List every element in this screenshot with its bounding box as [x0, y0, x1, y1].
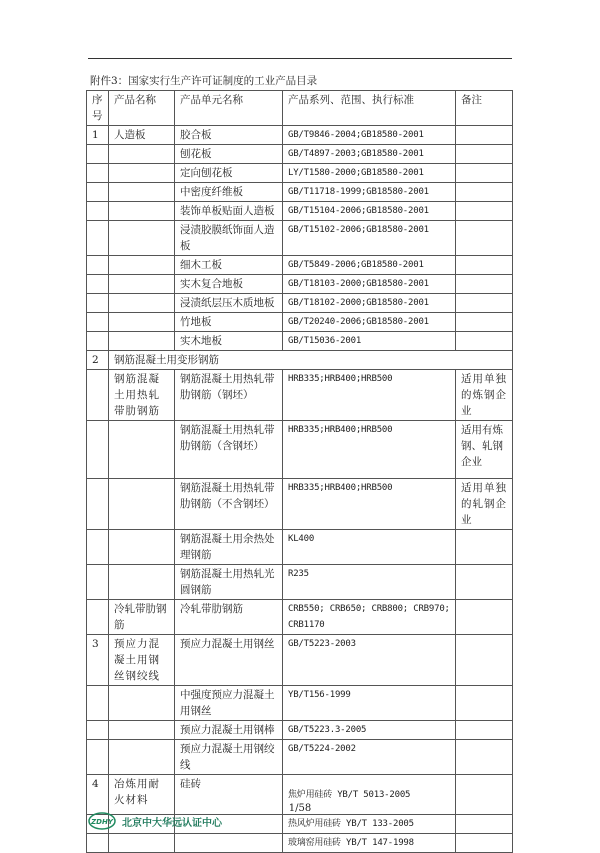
- note-cell: 适用单独的炼钢企业: [456, 370, 513, 421]
- note-cell: [456, 202, 513, 221]
- unit-cell: 预应力混凝土用钢绞线: [175, 740, 283, 775]
- note-cell: [456, 183, 513, 202]
- seq-cell: [87, 421, 109, 479]
- note-cell: 适用有炼钢、轧钢企业: [456, 421, 513, 479]
- seq-cell: [87, 275, 109, 294]
- standard-cell: YB/T156-1999: [283, 686, 456, 721]
- header-unit-name: 产品单元名称: [175, 91, 283, 126]
- seq-cell: [87, 600, 109, 635]
- header-rule: [88, 58, 512, 59]
- unit-cell: 装饰单板贴面人造板: [175, 202, 283, 221]
- standard-cell: GB/T18102-2000;GB18580-2001: [283, 294, 456, 313]
- header-standard: 产品系列、范围、执行标准: [283, 91, 456, 126]
- standard-cell: KL400: [283, 530, 456, 565]
- unit-cell: 硅砖: [175, 775, 283, 815]
- unit-cell: 钢筋混凝土用热轧带肋钢筋（含钢坯）: [175, 421, 283, 479]
- zdhy-logo-icon: [88, 812, 116, 830]
- table-row: [87, 351, 513, 370]
- unit-cell: 实木复合地板: [175, 275, 283, 294]
- standard-cell: GB/T18103-2000;GB18580-2001: [283, 275, 456, 294]
- table-row: [87, 530, 513, 565]
- note-cell: [456, 686, 513, 721]
- standard-cell: GB/T15036-2001: [283, 332, 456, 351]
- product-cell: [109, 221, 175, 256]
- table-row: [87, 370, 513, 421]
- unit-cell: 冷轧带肋钢筋: [175, 600, 283, 635]
- seq-cell: [87, 370, 109, 421]
- table-row: [87, 256, 513, 275]
- table-row: [87, 221, 513, 256]
- standard-cell: GB/T15102-2006;GB18580-2001: [283, 221, 456, 256]
- table-row: [87, 202, 513, 221]
- seq-cell: [87, 145, 109, 164]
- product-cell: [109, 294, 175, 313]
- standard-cell: GB/T20240-2006;GB18580-2001: [283, 313, 456, 332]
- product-cell: [109, 202, 175, 221]
- seq-cell: [87, 721, 109, 740]
- standard-cell: 焦炉用硅砖 YB/T 5013-2005: [283, 775, 456, 815]
- header-seq: 序号: [87, 91, 109, 126]
- table-row: [87, 183, 513, 202]
- table-row: [87, 740, 513, 775]
- product-cell: [109, 479, 175, 530]
- product-cell: 冷轧带肋钢筋: [109, 600, 175, 635]
- product-cell: [109, 145, 175, 164]
- seq-cell: [87, 313, 109, 332]
- seq-cell: [87, 332, 109, 351]
- product-cell: [109, 256, 175, 275]
- unit-cell: 定向刨花板: [175, 164, 283, 183]
- unit-cell: 预应力混凝土用钢棒: [175, 721, 283, 740]
- seq-cell: 3: [87, 635, 109, 686]
- standard-cell: GB/T5223.3-2005: [283, 721, 456, 740]
- product-cell: [109, 530, 175, 565]
- table-row: [87, 275, 513, 294]
- table-row: [87, 721, 513, 740]
- product-cell: [109, 164, 175, 183]
- product-cell: [109, 421, 175, 479]
- product-cell: [109, 313, 175, 332]
- product-cell: [109, 686, 175, 721]
- note-cell: [456, 600, 513, 635]
- seq-cell: [87, 256, 109, 275]
- note-cell: [456, 256, 513, 275]
- standard-cell: LY/T1580-2000;GB18580-2001: [283, 164, 456, 183]
- product-cell: 钢筋混凝土用变形钢筋: [109, 351, 513, 370]
- note-cell: 适用单独的轧钢企业: [456, 479, 513, 530]
- table-row: [87, 479, 513, 530]
- unit-cell: 竹地板: [175, 313, 283, 332]
- seq-cell: [87, 565, 109, 600]
- table-row: [87, 294, 513, 313]
- standard-cell: 玻璃窑用硅砖 YB/T 147-1998: [283, 834, 456, 853]
- table-row: [87, 126, 513, 145]
- note-cell: [456, 313, 513, 332]
- seq-cell: [87, 740, 109, 775]
- seq-cell: 2: [87, 351, 109, 370]
- table-row: [87, 145, 513, 164]
- note-cell: [456, 126, 513, 145]
- standard-cell: GB/T5223-2003: [283, 635, 456, 686]
- page-number: 1/58: [288, 803, 312, 814]
- seq-cell: [87, 164, 109, 183]
- table-row: [87, 600, 513, 635]
- svg-text:ZDHY: ZDHY: [91, 818, 113, 826]
- note-cell: [456, 164, 513, 183]
- table-row: [87, 313, 513, 332]
- product-cell: 人造板: [109, 126, 175, 145]
- standard-cell: GB/T9846-2004;GB18580-2001: [283, 126, 456, 145]
- header-note: 备注: [456, 91, 513, 126]
- table-row: [87, 164, 513, 183]
- unit-cell: 预应力混凝土用钢丝: [175, 635, 283, 686]
- product-cell: [109, 721, 175, 740]
- table-header-row: [87, 91, 513, 126]
- unit-cell: 钢筋混凝土用热轧光圆钢筋: [175, 565, 283, 600]
- note-cell: [456, 332, 513, 351]
- product-catalog-table: [86, 90, 513, 853]
- note-cell: [456, 635, 513, 686]
- unit-cell: 钢筋混凝土用热轧带肋钢筋（钢坯）: [175, 370, 283, 421]
- product-cell: [109, 275, 175, 294]
- seq-cell: [87, 479, 109, 530]
- seq-cell: [87, 183, 109, 202]
- note-cell: [456, 740, 513, 775]
- standard-cell: GB/T5224-2002: [283, 740, 456, 775]
- standard-cell: GB/T5849-2006;GB18580-2001: [283, 256, 456, 275]
- unit-cell: 钢筋混凝土用余热处理钢筋: [175, 530, 283, 565]
- table-row: [87, 635, 513, 686]
- product-cell: 钢筋混凝土用热轧带肋钢筋: [109, 370, 175, 421]
- unit-cell: 刨花板: [175, 145, 283, 164]
- standard-cell: HRB335;HRB400;HRB500: [283, 370, 456, 421]
- seq-cell: [87, 530, 109, 565]
- table-row: [87, 332, 513, 351]
- standard-cell: HRB335;HRB400;HRB500: [283, 421, 456, 479]
- seq-cell: [87, 221, 109, 256]
- standard-cell: GB/T4897-2003;GB18580-2001: [283, 145, 456, 164]
- standard-cell: HRB335;HRB400;HRB500: [283, 479, 456, 530]
- unit-cell: 细木工板: [175, 256, 283, 275]
- document-caption: 附件3：国家实行生产许可证制度的工业产品目录: [90, 75, 318, 87]
- table-row: [87, 686, 513, 721]
- note-cell: [456, 275, 513, 294]
- seq-cell: [87, 294, 109, 313]
- product-cell: [109, 740, 175, 775]
- standard-cell: GB/T11718-1999;GB18580-2001: [283, 183, 456, 202]
- standard-cell: GB/T15104-2006;GB18580-2001: [283, 202, 456, 221]
- standard-cell: R235: [283, 565, 456, 600]
- note-cell: [456, 145, 513, 164]
- unit-cell: 胶合板: [175, 126, 283, 145]
- unit-cell: 浸渍胶膜纸饰面人造板: [175, 221, 283, 256]
- product-cell: [109, 183, 175, 202]
- unit-cell: 中强度预应力混凝土用钢丝: [175, 686, 283, 721]
- standard-cell: 热风炉用硅砖 YB/T 133-2005: [283, 815, 456, 834]
- seq-cell: [87, 686, 109, 721]
- product-cell: [109, 565, 175, 600]
- standard-cell: CRB550; CRB650; CRB800; CRB970; CRB1170: [283, 600, 456, 635]
- note-cell: [456, 294, 513, 313]
- product-cell: 冶炼用耐火材料: [109, 775, 175, 815]
- unit-cell: 实木地板: [175, 332, 283, 351]
- note-cell: [456, 721, 513, 740]
- product-cell: [109, 332, 175, 351]
- organization-name: 北京中大华远认证中心: [122, 817, 222, 829]
- unit-cell: 钢筋混凝土用热轧带肋钢筋（不含钢坯）: [175, 479, 283, 530]
- seq-cell: 1: [87, 126, 109, 145]
- seq-cell: [87, 202, 109, 221]
- table-row: [87, 421, 513, 479]
- header-product-name: 产品名称: [109, 91, 175, 126]
- table-row: [87, 565, 513, 600]
- footer: [88, 812, 222, 830]
- product-cell: 预应力混凝土用钢丝钢绞线: [109, 635, 175, 686]
- unit-cell: 浸渍纸层压木质地板: [175, 294, 283, 313]
- note-cell: [456, 815, 513, 834]
- note-cell: [456, 221, 513, 256]
- note-cell: [456, 565, 513, 600]
- note-cell: [456, 530, 513, 565]
- unit-cell: 中密度纤维板: [175, 183, 283, 202]
- seq-cell: 4: [87, 775, 109, 815]
